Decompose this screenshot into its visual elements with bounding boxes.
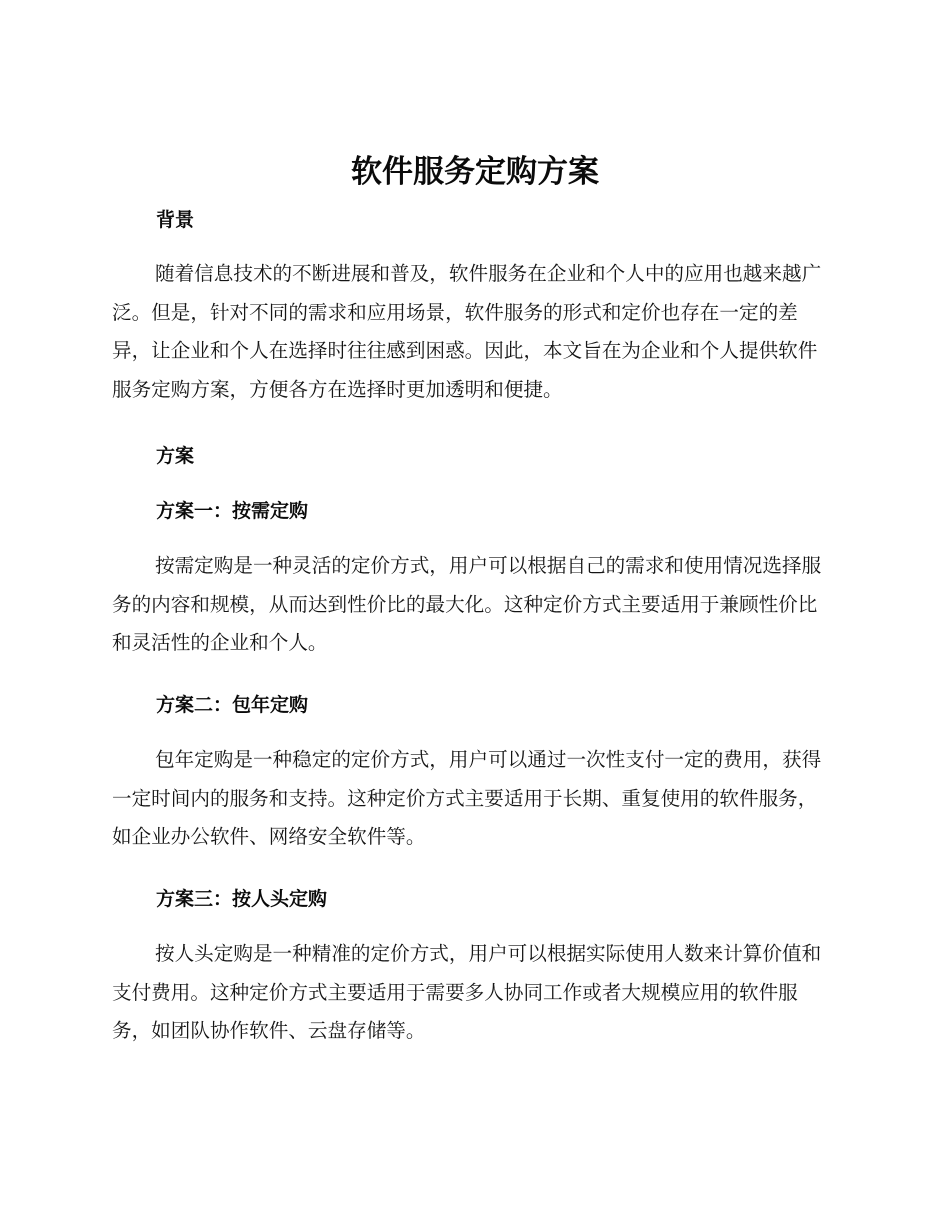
plan-paragraph-2: 包年定购是一种稳定的定价方式，用户可以通过一次性支付一定的费用，获得一定时间内的服务和支持。这种定价方式主要适用于长期、重复使用的软件服务，如企业办公软件、网络安全软件等。: [112, 748, 822, 849]
background-paragraph: 随着信息技术的不断进展和普及，软件服务在企业和个人中的应用也越来越广泛。但是，针对不同的需求和应用场景，软件服务的形式和定价也存在一定的差异，让企业和个人在选择时往往感到困惑。因此，本文旨在为企业和个人提供软件服务定购方案，方便各方在选择时更加透明和便捷。: [112, 262, 822, 401]
section-heading-background: 背景: [156, 209, 195, 231]
plan-heading-3: 方案三：按人头定购: [156, 888, 328, 910]
plan-paragraph-1: 按需定购是一种灵活的定价方式，用户可以根据自己的需求和使用情况选择服务的内容和规模，从而达到性价比的最大化。这种定价方式主要适用于兼顾性价比和灵活性的企业和个人。: [112, 554, 822, 655]
plan-heading-2: 方案二：包年定购: [156, 694, 309, 716]
plan-heading-1: 方案一：按需定购: [156, 500, 309, 522]
document-title: 软件服务定购方案: [351, 154, 599, 190]
section-heading-plans: 方案: [156, 445, 195, 467]
plan-paragraph-3: 按人头定购是一种精准的定价方式，用户可以根据实际使用人数来计算价值和支付费用。这种定价方式主要适用于需要多人协同工作或者大规模应用的软件服务，如团队协作软件、云盘存储等。: [112, 942, 822, 1043]
